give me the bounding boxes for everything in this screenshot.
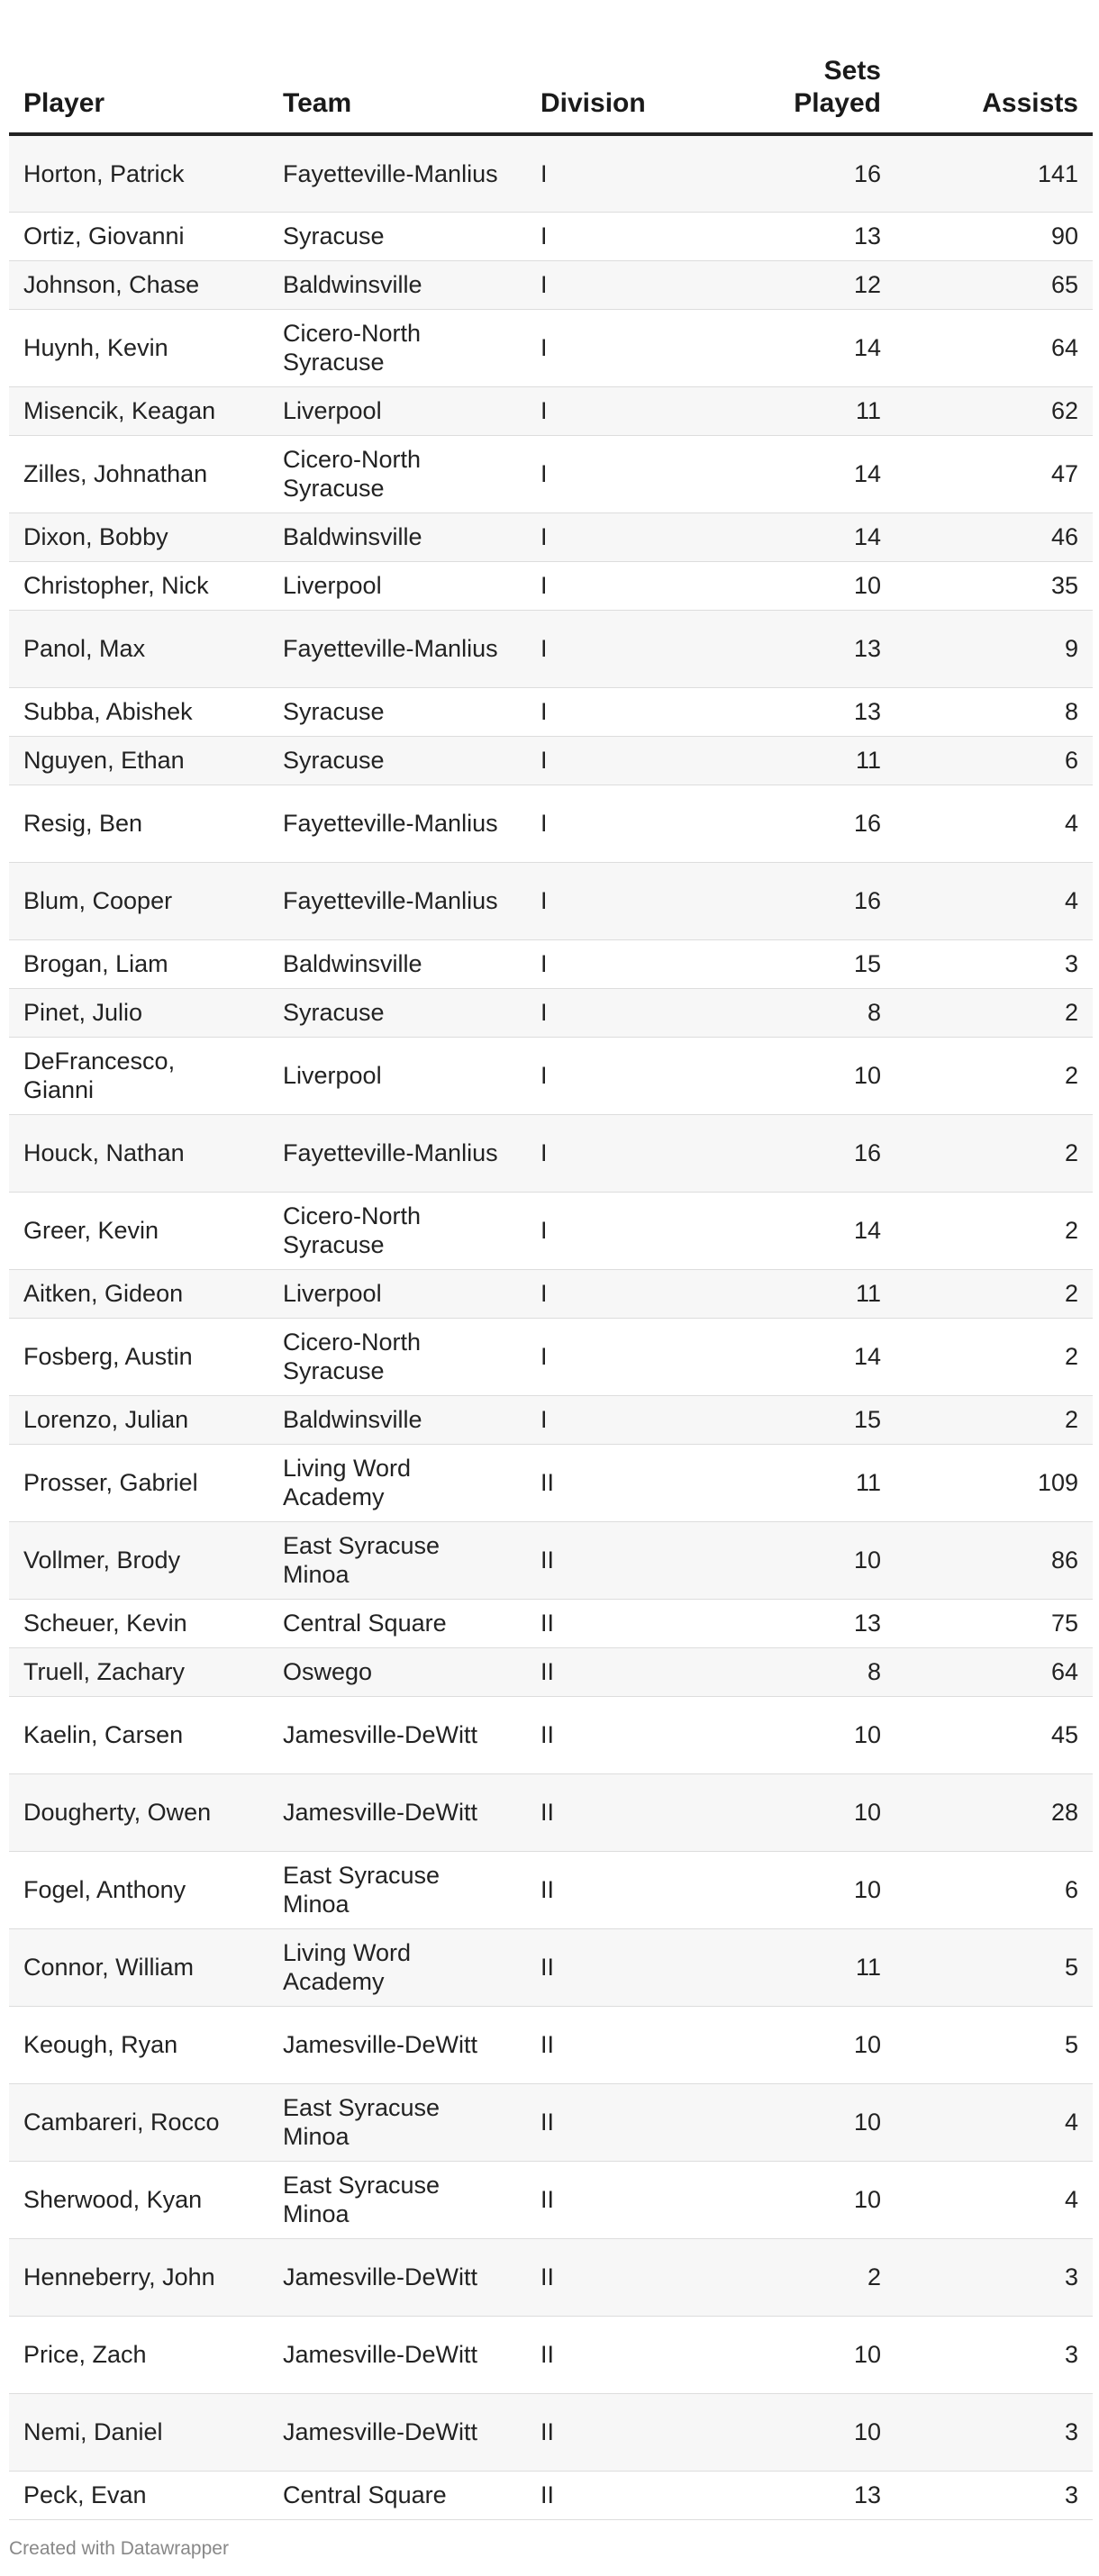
- player-cell: Subba, Abishek: [9, 687, 268, 736]
- sets-played-cell: 14: [706, 1192, 895, 1269]
- sets-played-cell: 10: [706, 2083, 895, 2161]
- column-header-player[interactable]: Player: [9, 23, 268, 134]
- table-header: [9, 23, 1093, 134]
- division-cell: II: [526, 2393, 706, 2471]
- division-cell: II: [526, 2471, 706, 2519]
- table-row: [9, 2316, 1093, 2393]
- team-cell: Baldwinsville: [268, 1395, 526, 1444]
- assists-cell: 64: [895, 1647, 1093, 1696]
- assists-cell: 9: [895, 610, 1093, 687]
- player-cell: Houck, Nathan: [9, 1114, 268, 1192]
- team-cell: East Syracuse Minoa: [268, 1851, 526, 1928]
- assists-cell: 6: [895, 1851, 1093, 1928]
- player-cell: Sherwood, Kyan: [9, 2161, 268, 2238]
- sets-played-cell: 16: [706, 785, 895, 862]
- assists-cell: 3: [895, 2238, 1093, 2316]
- assists-cell: 5: [895, 1928, 1093, 2006]
- team-cell: Jamesville-DeWitt: [268, 2006, 526, 2083]
- assists-cell: 45: [895, 1696, 1093, 1773]
- team-cell: Jamesville-DeWitt: [268, 1696, 526, 1773]
- player-cell: Misencik, Keagan: [9, 386, 268, 435]
- assists-cell: 141: [895, 134, 1093, 212]
- table-row: [9, 687, 1093, 736]
- sets-played-cell: 10: [706, 2006, 895, 2083]
- player-cell: DeFrancesco, Gianni: [9, 1037, 268, 1114]
- table-row: [9, 1851, 1093, 1928]
- table-row: [9, 2393, 1093, 2471]
- team-cell: Jamesville-DeWitt: [268, 1773, 526, 1851]
- team-cell: Cicero-North Syracuse: [268, 435, 526, 512]
- team-cell: Syracuse: [268, 212, 526, 260]
- sets-played-cell: 10: [706, 2161, 895, 2238]
- division-cell: II: [526, 2161, 706, 2238]
- player-cell: Zilles, Johnathan: [9, 435, 268, 512]
- sets-played-cell: 14: [706, 435, 895, 512]
- player-cell: Vollmer, Brody: [9, 1521, 268, 1599]
- team-cell: Liverpool: [268, 1037, 526, 1114]
- player-cell: Panol, Max: [9, 610, 268, 687]
- team-cell: Baldwinsville: [268, 512, 526, 561]
- player-cell: Truell, Zachary: [9, 1647, 268, 1696]
- division-cell: II: [526, 1696, 706, 1773]
- division-cell: II: [526, 1647, 706, 1696]
- team-cell: Liverpool: [268, 1269, 526, 1318]
- player-cell: Huynh, Kevin: [9, 309, 268, 386]
- assists-cell: 6: [895, 736, 1093, 785]
- sets-played-cell: 13: [706, 212, 895, 260]
- table-row: [9, 939, 1093, 988]
- division-cell: I: [526, 610, 706, 687]
- column-header-assists[interactable]: Assists: [895, 23, 1093, 134]
- table-body: [9, 134, 1093, 2519]
- sets-played-cell: 10: [706, 2393, 895, 2471]
- team-cell: Jamesville-DeWitt: [268, 2393, 526, 2471]
- division-cell: I: [526, 1318, 706, 1395]
- team-cell: Syracuse: [268, 736, 526, 785]
- assists-cell: 2: [895, 1318, 1093, 1395]
- player-cell: Scheuer, Kevin: [9, 1599, 268, 1647]
- team-cell: Jamesville-DeWitt: [268, 2316, 526, 2393]
- assists-cell: 2: [895, 1269, 1093, 1318]
- assists-cell: 2: [895, 1192, 1093, 1269]
- player-cell: Blum, Cooper: [9, 862, 268, 939]
- team-cell: Fayetteville-Manlius: [268, 862, 526, 939]
- sets-played-cell: 14: [706, 1318, 895, 1395]
- assists-cell: 64: [895, 309, 1093, 386]
- division-cell: I: [526, 512, 706, 561]
- table-row: [9, 512, 1093, 561]
- assists-cell: 75: [895, 1599, 1093, 1647]
- team-cell: East Syracuse Minoa: [268, 1521, 526, 1599]
- division-cell: I: [526, 862, 706, 939]
- player-cell: Henneberry, John: [9, 2238, 268, 2316]
- table-row: [9, 862, 1093, 939]
- division-cell: II: [526, 1773, 706, 1851]
- division-cell: II: [526, 1599, 706, 1647]
- player-cell: Connor, William: [9, 1928, 268, 2006]
- division-cell: II: [526, 2316, 706, 2393]
- division-cell: I: [526, 939, 706, 988]
- division-cell: I: [526, 260, 706, 309]
- player-cell: Horton, Patrick: [9, 134, 268, 212]
- sets-played-cell: 11: [706, 1269, 895, 1318]
- sets-played-cell: 10: [706, 1773, 895, 1851]
- assists-cell: 2: [895, 1114, 1093, 1192]
- stats-table: [9, 23, 1093, 2520]
- sets-played-cell: 10: [706, 1521, 895, 1599]
- division-cell: I: [526, 1395, 706, 1444]
- table-row: [9, 1928, 1093, 2006]
- table-row: [9, 1647, 1093, 1696]
- table-row: [9, 1395, 1093, 1444]
- sets-played-cell: 11: [706, 386, 895, 435]
- assists-cell: 2: [895, 1395, 1093, 1444]
- player-cell: Dixon, Bobby: [9, 512, 268, 561]
- player-cell: Johnson, Chase: [9, 260, 268, 309]
- division-cell: I: [526, 988, 706, 1037]
- division-cell: I: [526, 1114, 706, 1192]
- table-row: [9, 212, 1093, 260]
- assists-cell: 35: [895, 561, 1093, 610]
- division-cell: II: [526, 2083, 706, 2161]
- team-cell: Liverpool: [268, 386, 526, 435]
- division-cell: I: [526, 212, 706, 260]
- assists-cell: 46: [895, 512, 1093, 561]
- sets-played-cell: 13: [706, 1599, 895, 1647]
- table-row: [9, 435, 1093, 512]
- column-header-division[interactable]: Division: [526, 23, 706, 134]
- player-cell: Nemi, Daniel: [9, 2393, 268, 2471]
- team-cell: Oswego: [268, 1647, 526, 1696]
- division-cell: I: [526, 1037, 706, 1114]
- table-row: [9, 260, 1093, 309]
- division-cell: II: [526, 1521, 706, 1599]
- player-cell: Price, Zach: [9, 2316, 268, 2393]
- player-cell: Greer, Kevin: [9, 1192, 268, 1269]
- team-cell: Cicero-North Syracuse: [268, 309, 526, 386]
- column-header-sets-played[interactable]: [706, 23, 895, 134]
- sets-played-cell: 10: [706, 2316, 895, 2393]
- player-cell: Christopher, Nick: [9, 561, 268, 610]
- sets-played-cell: 12: [706, 260, 895, 309]
- table-row: [9, 1599, 1093, 1647]
- sets-played-cell: 16: [706, 134, 895, 212]
- division-cell: II: [526, 2006, 706, 2083]
- team-cell: Fayetteville-Manlius: [268, 610, 526, 687]
- table-row: [9, 1521, 1093, 1599]
- team-cell: Liverpool: [268, 561, 526, 610]
- table-row: [9, 1696, 1093, 1773]
- assists-cell: 5: [895, 2006, 1093, 2083]
- assists-cell: 4: [895, 862, 1093, 939]
- division-cell: II: [526, 1928, 706, 2006]
- assists-cell: 8: [895, 687, 1093, 736]
- sets-played-cell: 11: [706, 1928, 895, 2006]
- sets-played-cell: 16: [706, 1114, 895, 1192]
- assists-cell: 2: [895, 988, 1093, 1037]
- team-cell: Cicero-North Syracuse: [268, 1318, 526, 1395]
- table-row: [9, 1318, 1093, 1395]
- table-row: [9, 1773, 1093, 1851]
- player-cell: Pinet, Julio: [9, 988, 268, 1037]
- assists-cell: 109: [895, 1444, 1093, 1521]
- player-cell: Keough, Ryan: [9, 2006, 268, 2083]
- assists-cell: 3: [895, 2316, 1093, 2393]
- division-cell: I: [526, 309, 706, 386]
- sets-played-cell: 10: [706, 561, 895, 610]
- player-cell: Nguyen, Ethan: [9, 736, 268, 785]
- player-cell: Dougherty, Owen: [9, 1773, 268, 1851]
- table-row: [9, 1444, 1093, 1521]
- sets-played-cell: 14: [706, 309, 895, 386]
- sets-played-cell: 15: [706, 1395, 895, 1444]
- assists-cell: 62: [895, 386, 1093, 435]
- division-cell: I: [526, 386, 706, 435]
- team-cell: Jamesville-DeWitt: [268, 2238, 526, 2316]
- table-row: [9, 785, 1093, 862]
- division-cell: II: [526, 1851, 706, 1928]
- team-cell: Living Word Academy: [268, 1444, 526, 1521]
- sets-played-cell: 10: [706, 1037, 895, 1114]
- player-cell: Aitken, Gideon: [9, 1269, 268, 1318]
- table-row: [9, 2083, 1093, 2161]
- datawrapper-credit[interactable]: Created with Datawrapper: [9, 2538, 229, 2559]
- sets-played-cell: 15: [706, 939, 895, 988]
- team-cell: Central Square: [268, 2471, 526, 2519]
- sets-played-cell: 8: [706, 1647, 895, 1696]
- division-cell: II: [526, 1444, 706, 1521]
- table-row: [9, 2006, 1093, 2083]
- sets-played-cell: 10: [706, 1696, 895, 1773]
- sets-played-cell: 11: [706, 736, 895, 785]
- division-cell: I: [526, 1269, 706, 1318]
- table-row: [9, 134, 1093, 212]
- assists-cell: 3: [895, 2471, 1093, 2519]
- assists-cell: 90: [895, 212, 1093, 260]
- player-cell: Kaelin, Carsen: [9, 1696, 268, 1773]
- assists-cell: 4: [895, 2083, 1093, 2161]
- team-cell: East Syracuse Minoa: [268, 2161, 526, 2238]
- sets-played-cell: 8: [706, 988, 895, 1037]
- sets-played-cell: 13: [706, 610, 895, 687]
- sets-played-cell: 16: [706, 862, 895, 939]
- assists-cell: 86: [895, 1521, 1093, 1599]
- player-cell: Cambareri, Rocco: [9, 2083, 268, 2161]
- team-cell: Baldwinsville: [268, 939, 526, 988]
- division-cell: I: [526, 687, 706, 736]
- sets-played-cell: 2: [706, 2238, 895, 2316]
- division-cell: I: [526, 134, 706, 212]
- sets-played-cell: 11: [706, 1444, 895, 1521]
- team-cell: Fayetteville-Manlius: [268, 1114, 526, 1192]
- team-cell: Baldwinsville: [268, 260, 526, 309]
- table-row: [9, 610, 1093, 687]
- table-row: [9, 1192, 1093, 1269]
- team-cell: Fayetteville-Manlius: [268, 134, 526, 212]
- assists-cell: 3: [895, 2393, 1093, 2471]
- division-cell: II: [526, 2238, 706, 2316]
- player-cell: Lorenzo, Julian: [9, 1395, 268, 1444]
- division-cell: I: [526, 1192, 706, 1269]
- player-cell: Ortiz, Giovanni: [9, 212, 268, 260]
- team-cell: Living Word Academy: [268, 1928, 526, 2006]
- table-row: [9, 736, 1093, 785]
- table-row: [9, 988, 1093, 1037]
- assists-cell: 2: [895, 1037, 1093, 1114]
- table-row: [9, 2471, 1093, 2519]
- player-cell: Prosser, Gabriel: [9, 1444, 268, 1521]
- header-row: [9, 23, 1093, 134]
- division-cell: I: [526, 561, 706, 610]
- table-row: [9, 1114, 1093, 1192]
- table-row: [9, 1037, 1093, 1114]
- team-cell: Syracuse: [268, 687, 526, 736]
- assists-cell: 28: [895, 1773, 1093, 1851]
- assists-cell: 4: [895, 785, 1093, 862]
- division-cell: I: [526, 785, 706, 862]
- player-cell: Fosberg, Austin: [9, 1318, 268, 1395]
- sets-played-cell: 13: [706, 2471, 895, 2519]
- player-cell: Peck, Evan: [9, 2471, 268, 2519]
- table-row: [9, 561, 1093, 610]
- assists-cell: 47: [895, 435, 1093, 512]
- assists-cell: 3: [895, 939, 1093, 988]
- team-cell: East Syracuse Minoa: [268, 2083, 526, 2161]
- division-cell: I: [526, 435, 706, 512]
- sets-played-cell: 13: [706, 687, 895, 736]
- sets-played-cell: 10: [706, 1851, 895, 1928]
- assists-cell: 4: [895, 2161, 1093, 2238]
- team-cell: Cicero-North Syracuse: [268, 1192, 526, 1269]
- table-row: [9, 2238, 1093, 2316]
- player-cell: Resig, Ben: [9, 785, 268, 862]
- table-row: [9, 1269, 1093, 1318]
- team-cell: Fayetteville-Manlius: [268, 785, 526, 862]
- team-cell: Central Square: [268, 1599, 526, 1647]
- table-row: [9, 386, 1093, 435]
- team-cell: Syracuse: [268, 988, 526, 1037]
- sets-played-label: Sets Played: [794, 56, 881, 118]
- table-row: [9, 309, 1093, 386]
- column-header-team[interactable]: Team: [268, 23, 526, 134]
- sets-played-cell: 14: [706, 512, 895, 561]
- table-row: [9, 2161, 1093, 2238]
- assists-cell: 65: [895, 260, 1093, 309]
- division-cell: I: [526, 736, 706, 785]
- player-cell: Fogel, Anthony: [9, 1851, 268, 1928]
- player-cell: Brogan, Liam: [9, 939, 268, 988]
